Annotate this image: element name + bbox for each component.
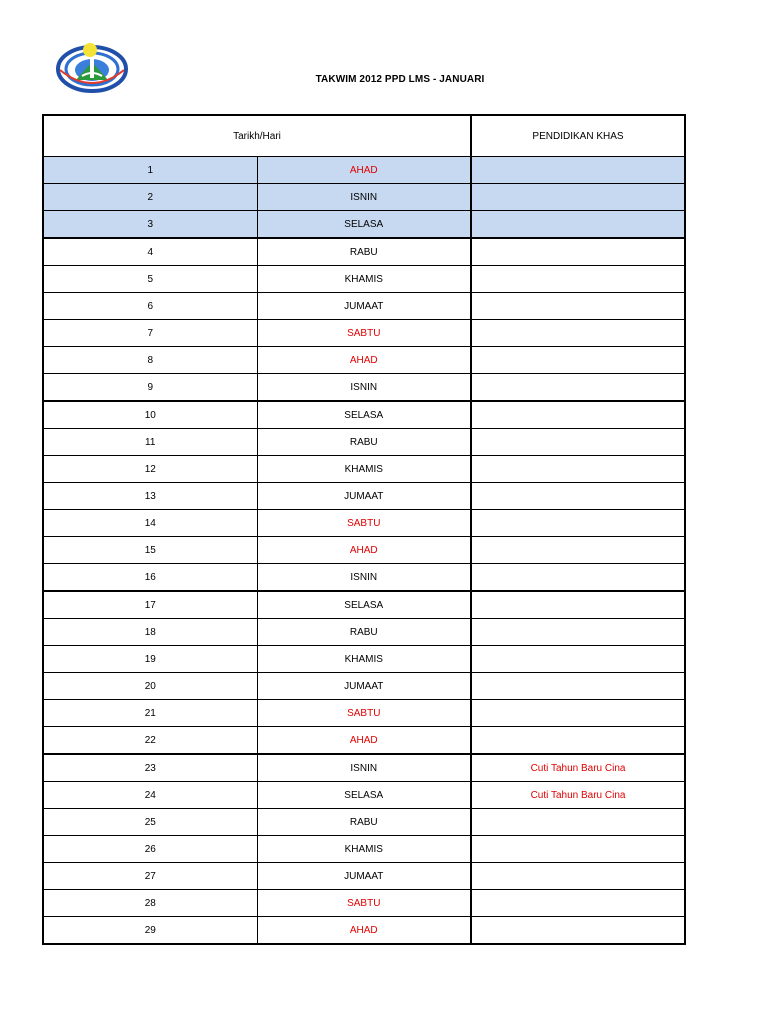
day-name-cell: SABTU (257, 700, 471, 727)
event-cell (471, 510, 685, 537)
event-cell (471, 727, 685, 755)
event-cell (471, 157, 685, 184)
date-number-cell: 11 (43, 429, 257, 456)
day-name-cell: ISNIN (257, 564, 471, 592)
table-row (43, 700, 685, 727)
table-row (43, 863, 685, 890)
table-row (43, 646, 685, 673)
day-name-cell: ISNIN (257, 754, 471, 782)
table-row (43, 917, 685, 945)
table-row (43, 809, 685, 836)
table-row (43, 347, 685, 374)
event-cell (471, 238, 685, 266)
date-number-cell: 28 (43, 890, 257, 917)
event-cell (471, 184, 685, 211)
day-name-cell: AHAD (257, 347, 471, 374)
day-name-cell: SELASA (257, 401, 471, 429)
table-row (43, 238, 685, 266)
table-row (43, 564, 685, 592)
date-number-cell: 26 (43, 836, 257, 863)
event-cell (471, 700, 685, 727)
date-number-cell: 10 (43, 401, 257, 429)
date-number-cell: 27 (43, 863, 257, 890)
day-name-cell: KHAMIS (257, 266, 471, 293)
day-name-cell: SELASA (257, 211, 471, 239)
day-name-cell: KHAMIS (257, 646, 471, 673)
table-row (43, 754, 685, 782)
day-name-cell: SELASA (257, 591, 471, 619)
table-row (43, 184, 685, 211)
table-row (43, 266, 685, 293)
event-cell (471, 863, 685, 890)
event-cell (471, 374, 685, 402)
event-cell (471, 646, 685, 673)
date-number-cell: 18 (43, 619, 257, 646)
day-name-cell: JUMAAT (257, 293, 471, 320)
event-cell (471, 619, 685, 646)
event-cell (471, 429, 685, 456)
table-row (43, 211, 685, 239)
day-name-cell: RABU (257, 429, 471, 456)
date-number-cell: 5 (43, 266, 257, 293)
event-cell (471, 211, 685, 239)
table-row (43, 537, 685, 564)
event-cell (471, 347, 685, 374)
date-number-cell: 16 (43, 564, 257, 592)
date-number-cell: 15 (43, 537, 257, 564)
date-number-cell: 25 (43, 809, 257, 836)
date-number-cell: 20 (43, 673, 257, 700)
table-row (43, 456, 685, 483)
calendar-table (42, 114, 686, 945)
event-cell (471, 293, 685, 320)
day-name-cell: AHAD (257, 917, 471, 945)
date-number-cell: 17 (43, 591, 257, 619)
date-number-cell: 9 (43, 374, 257, 402)
date-number-cell: 19 (43, 646, 257, 673)
day-name-cell: JUMAAT (257, 863, 471, 890)
date-number-cell: 23 (43, 754, 257, 782)
event-cell (471, 917, 685, 945)
day-name-cell: RABU (257, 809, 471, 836)
table-row (43, 890, 685, 917)
day-name-cell: SABTU (257, 510, 471, 537)
page-title: TAKWIM 2012 PPD LMS - JANUARI (315, 74, 485, 85)
table-row (43, 673, 685, 700)
date-number-cell: 13 (43, 483, 257, 510)
date-number-cell: 21 (43, 700, 257, 727)
event-cell (471, 456, 685, 483)
day-name-cell: JUMAAT (257, 673, 471, 700)
event-cell (471, 673, 685, 700)
table-row (43, 727, 685, 755)
event-cell (471, 537, 685, 564)
day-name-cell: AHAD (257, 727, 471, 755)
event-cell (471, 836, 685, 863)
table-row (43, 429, 685, 456)
event-cell (471, 266, 685, 293)
table-row (43, 293, 685, 320)
table-row (43, 401, 685, 429)
table-row (43, 619, 685, 646)
event-cell (471, 809, 685, 836)
day-name-cell: KHAMIS (257, 836, 471, 863)
date-number-cell: 6 (43, 293, 257, 320)
event-cell (471, 483, 685, 510)
date-number-cell: 2 (43, 184, 257, 211)
day-name-cell: KHAMIS (257, 456, 471, 483)
day-name-cell: JUMAAT (257, 483, 471, 510)
day-name-cell: SABTU (257, 320, 471, 347)
table-row (43, 591, 685, 619)
event-cell (471, 401, 685, 429)
event-cell: Cuti Tahun Baru Cina (471, 782, 685, 809)
column-header-event: PENDIDIKAN KHAS (471, 115, 685, 157)
table-row (43, 483, 685, 510)
ppd-logo-icon (52, 40, 130, 94)
day-name-cell: ISNIN (257, 184, 471, 211)
calendar-table-body (43, 115, 685, 944)
date-number-cell: 14 (43, 510, 257, 537)
date-number-cell: 8 (43, 347, 257, 374)
date-number-cell: 1 (43, 157, 257, 184)
table-row (43, 510, 685, 537)
day-name-cell: SELASA (257, 782, 471, 809)
event-cell (471, 890, 685, 917)
table-row (43, 836, 685, 863)
table-header-row (43, 115, 685, 157)
column-header-date-day: Tarikh/Hari (43, 115, 471, 157)
table-row (43, 157, 685, 184)
day-name-cell: AHAD (257, 157, 471, 184)
table-row (43, 374, 685, 402)
date-number-cell: 29 (43, 917, 257, 945)
date-number-cell: 22 (43, 727, 257, 755)
table-row (43, 782, 685, 809)
day-name-cell: SABTU (257, 890, 471, 917)
table-row (43, 320, 685, 347)
day-name-cell: RABU (257, 238, 471, 266)
day-name-cell: AHAD (257, 537, 471, 564)
date-number-cell: 24 (43, 782, 257, 809)
event-cell (471, 564, 685, 592)
day-name-cell: RABU (257, 619, 471, 646)
date-number-cell: 4 (43, 238, 257, 266)
date-number-cell: 3 (43, 211, 257, 239)
event-cell (471, 320, 685, 347)
date-number-cell: 12 (43, 456, 257, 483)
date-number-cell: 7 (43, 320, 257, 347)
event-cell (471, 591, 685, 619)
event-cell: Cuti Tahun Baru Cina (471, 754, 685, 782)
day-name-cell: ISNIN (257, 374, 471, 402)
